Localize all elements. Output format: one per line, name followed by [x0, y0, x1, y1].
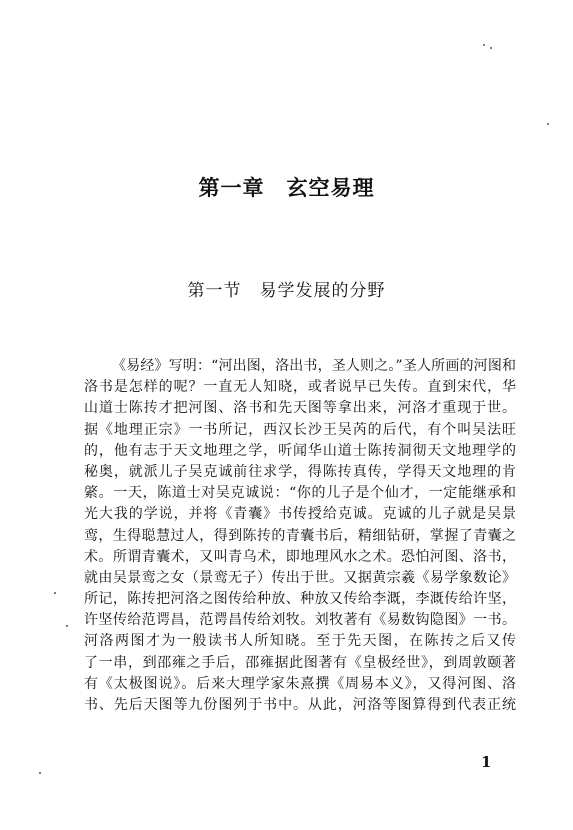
- text-line: 鸾，生得聪慧过人，得到陈抟的青囊书后，精细钻研，掌握了青囊之: [84, 527, 516, 544]
- text-line: 的，他有志于天文地理之学，听闻华山道士陈抟洞彻天文地理学的: [84, 442, 516, 459]
- scan-speck: [54, 592, 56, 594]
- text-line: 了一串，到邵雍之手后，邵雍据此图著有《皇极经世》，到周敦颐著: [84, 654, 516, 671]
- text-line: 洛书是怎样的呢？一直无人知晓，或者说早已失传。直到宋代，华: [84, 379, 516, 396]
- text-line: 术。所谓青囊术，又叫青乌术，即地理风水之术。恐怕河图、洛书，: [84, 548, 516, 565]
- text-line: 有《太极图说》。后来大理学家朱熹撰《周易本义》，又得河图、洛: [84, 675, 516, 692]
- text-line: 綮。一天，陈道士对吴克诚说：“你的儿子是个仙才，一定能继承和: [84, 485, 516, 502]
- text-line: 山道士陈抟才把河图、洛书和先天图等拿出来，河洛才重现于世。: [84, 400, 516, 417]
- scan-speck: [490, 47, 492, 49]
- text-line: 就由吴景鸾之女（景鸾无子）传出于世。又据黄宗羲《易学象数论》: [84, 569, 516, 586]
- scan-speck: [547, 123, 549, 125]
- text-line: 河洛两图才为一般读书人所知晓。至于先天图，在陈抟之后又传: [84, 633, 516, 650]
- text-line: 所记，陈抟把河洛之图传给种放、种放又传给李溉，李溉传给许坚，: [84, 591, 516, 608]
- scan-speck: [39, 772, 41, 774]
- scan-speck: [483, 44, 485, 46]
- body-paragraph: [84, 356, 516, 716]
- text-line: 光大我的学说，并将《青囊》书传授给克诚。克诚的儿子就是吴景: [84, 506, 516, 523]
- text-line: 许坚传给范谔昌，范谔昌传给刘牧。刘牧著有《易数钩隐图》一书。: [84, 612, 516, 629]
- text-line: 秘奥，就派儿子吴克诚前往求学，得陈抟真传，学得天文地理的肯: [84, 463, 516, 480]
- text-line: 《易经》写明：“河出图，洛出书，圣人则之。”圣人所画的河图和: [112, 358, 516, 374]
- scan-speck: [66, 625, 68, 627]
- text-line: 书、先后天图等九份图列于书中。从此，河洛等图算得到代表正统: [84, 697, 516, 713]
- section-title: 第一节 易学发展的分野: [187, 281, 386, 301]
- text-line: 据《地理正宗》一书所记，西汉长沙王吴芮的后代，有个叫吴法旺: [84, 421, 516, 438]
- page-number: 1: [481, 753, 492, 771]
- chapter-title: 第一章 玄空易理: [198, 176, 375, 200]
